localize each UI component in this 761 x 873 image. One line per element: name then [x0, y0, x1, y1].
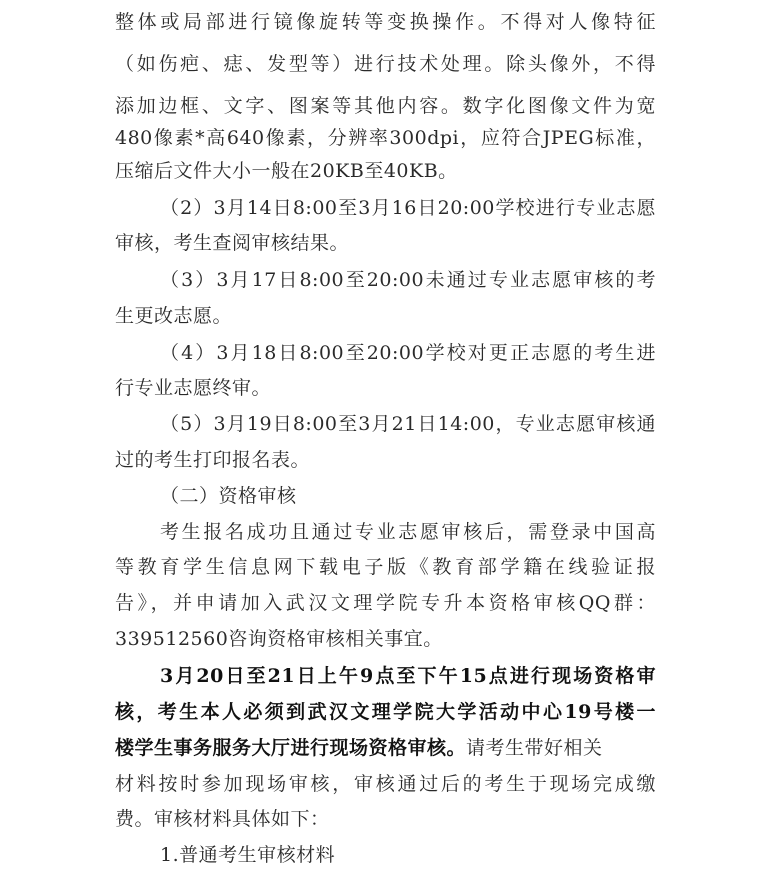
- paragraph-line: 行专业志愿终审。: [115, 377, 272, 399]
- paragraph-line: 告》，并申请加入武汉文理学院专升本资格审核QQ群：: [115, 592, 656, 614]
- schedule-item-3: （3）3月17日8:00至20:00未通过专业志愿审核的考: [160, 269, 656, 291]
- paragraph-line: 过的考生打印报名表。: [115, 449, 311, 471]
- section-heading: （二）资格审核: [160, 485, 297, 507]
- schedule-item-2: （2）3月14日8:00至3月16日20:00学校进行专业志愿: [160, 197, 656, 219]
- paragraph-line: 考生报名成功且通过专业志愿审核后，需登录中国高: [160, 521, 656, 543]
- paragraph-line: 审核，考生查阅审核结果。: [115, 232, 350, 254]
- paragraph-line: 费。审核材料具体如下：: [115, 808, 330, 830]
- schedule-item-4: （4）3月18日8:00至20:00学校对更正志愿的考生进: [160, 342, 656, 364]
- paragraph-line: 压缩后文件大小一般在20KB至40KB。: [115, 160, 458, 182]
- schedule-item-5: （5）3月19日8:00至3月21日14:00，专业志愿审核通: [160, 413, 656, 435]
- paragraph-line: 整体或局部进行镜像旋转等变换操作。不得对人像特征: [115, 11, 656, 33]
- paragraph-line: 生更改志愿。: [115, 305, 233, 327]
- paragraph-line: （如伤疤、痣、发型等）进行技术处理。除头像外，不得: [115, 53, 656, 75]
- paragraph-line: 添加边框、文字、图案等其他内容。数字化图像文件为宽: [115, 95, 656, 117]
- paragraph-line: 339512560咨询资格审核相关事宜。: [115, 628, 443, 650]
- paragraph-line: 材料按时参加现场审核，审核通过后的考生于现场完成缴: [115, 773, 656, 795]
- bold-notice-text: 楼学生事务服务大厅进行现场资格审核。: [115, 737, 467, 759]
- paragraph-line: 等教育学生信息网下载电子版《教育部学籍在线验证报: [115, 556, 656, 578]
- bold-notice-line: 核，考生本人必须到武汉文理学院大学活动中心19号楼一: [115, 701, 656, 723]
- subsection-heading: 1.普通考生审核材料: [160, 844, 336, 866]
- mixed-line: [115, 736, 603, 760]
- bold-notice-line: 3月20日至21日上午9点至下午15点进行现场资格审: [160, 665, 656, 687]
- paragraph-line: 480像素*高640像素，分辨率300dpi，应符合JPEG标准，: [115, 127, 656, 149]
- plain-text: 请考生带好相关: [466, 737, 603, 759]
